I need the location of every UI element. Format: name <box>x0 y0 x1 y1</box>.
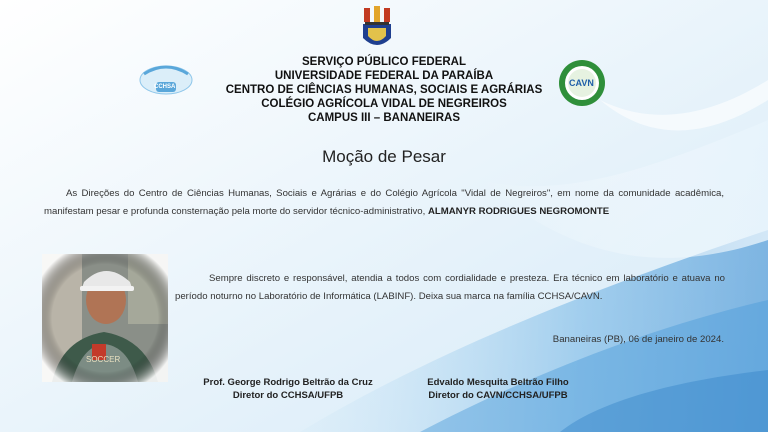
ufpb-crest-logo <box>361 6 393 52</box>
signature-name-1: Prof. George Rodrigo Beltrão da Cruz <box>203 377 373 388</box>
paragraph-intro <box>44 185 724 221</box>
document-title: Moção de Pesar <box>322 147 446 166</box>
signature-name-2: Edvaldo Mesquita Beltrão Filho <box>427 377 569 388</box>
deceased-photo <box>42 254 168 382</box>
signature-block-2 <box>400 376 596 402</box>
cchsa-logo-text: CCHSA <box>154 84 176 90</box>
header-line-1: SERVIÇO PÚBLICO FEDERAL <box>302 56 466 68</box>
header-line-4: COLÉGIO AGRÍCOLA VIDAL DE NEGREIROS <box>261 98 507 110</box>
institution-header <box>0 55 768 125</box>
cavn-logo-text: CAVN <box>569 78 594 88</box>
header-line-3: CENTRO DE CIÊNCIAS HUMANAS, SOCIAIS E AGRÁRIAS <box>225 84 543 96</box>
paragraph-intro-text: As Direções do Centro de Ciências Humanas, Sociais e Agrárias e do Colégio Agrícola "Vidal de Negreiros", em nome da comunidade acadêmica, manifestam pesar e profunda consternação pela morte do servidor técnico-administrativo, <box>44 188 724 217</box>
deceased-name: ALMANYR RODRIGUES NEGROMONTE <box>427 206 610 217</box>
header-line-5: CAMPUS III – BANANEIRAS <box>307 112 461 124</box>
signature-role-1: Diretor do CCHSA/UFPB <box>232 390 344 401</box>
paragraph-tribute: Sempre discreto e responsável, atendia a todos com cordialidade e presteza. Era técnico em laboratório e atuava no período noturno no Laboratório de Informática (LABINF). Deixa sua marca na família CCHSA/CAVN. <box>175 273 725 302</box>
document-date: Bananeiras (PB), 06 de janeiro de 2024. <box>552 334 724 345</box>
header-line-2: UNIVERSIDADE FEDERAL DA PARAÍBA <box>274 70 494 82</box>
signature-role-2: Diretor do CAVN/CCHSA/UFPB <box>428 390 568 401</box>
signature-block-1 <box>188 376 388 402</box>
